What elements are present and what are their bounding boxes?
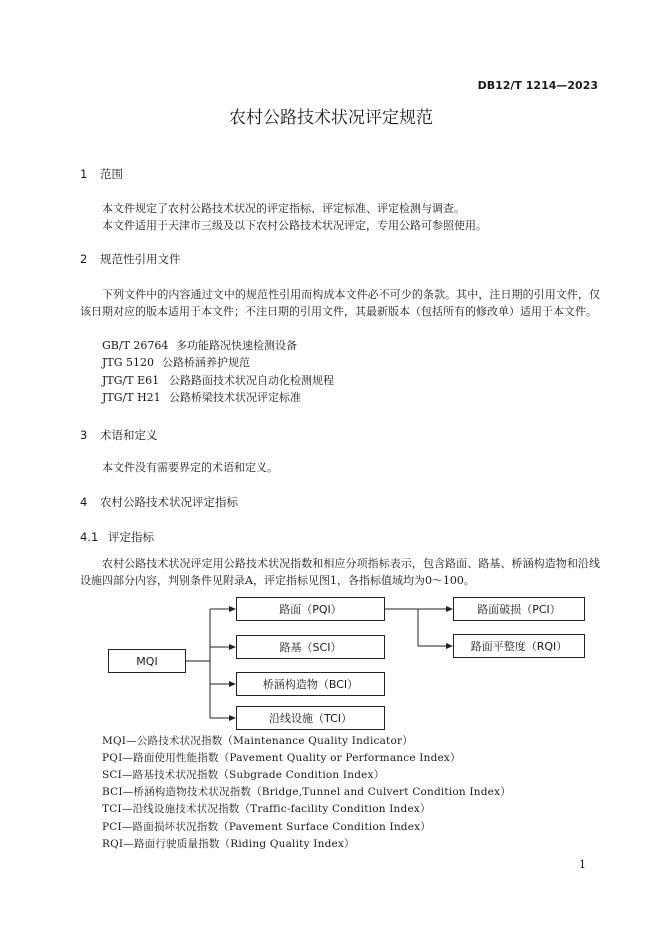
section-3-paragraph: 本文件没有需要界定的术语和定义。 — [102, 461, 278, 474]
definition-item: SCI—路基技术状况指数（Subgrade Condition Index） — [102, 769, 385, 781]
standard-number: DB12/T 1214—2023 — [477, 79, 598, 92]
section-title: 评定指标 — [108, 530, 154, 544]
definition-item: RQI—路面行驶质量指数（Riding Quality Index） — [102, 838, 355, 850]
section-number: 3 — [80, 428, 88, 442]
reference-code: JTG 5120 — [102, 356, 155, 369]
reference-code: JTG/T E61 — [102, 374, 160, 387]
document-title: 农村公路技术状况评定规范 — [229, 108, 433, 128]
arrow-head — [446, 643, 453, 649]
section-1-para-1: 本文件规定了农村公路技术状况的评定指标、评定标准、评定检测与调查。 — [102, 202, 465, 215]
definition-item: MQI—公路技术状况指数（Maintenance Quality Indicator） — [102, 735, 413, 747]
arrow-head — [229, 644, 236, 650]
section-title: 农村公路技术状况评定指标 — [100, 495, 238, 509]
reference-code: JTG/T H21 — [102, 391, 161, 404]
diagram-node-rqi: 路面平整度（RQI） — [453, 634, 585, 658]
arrow-head — [229, 681, 236, 687]
arrow-head — [446, 606, 453, 612]
section-number: 2 — [80, 252, 88, 266]
reference-name: 公路路面技术状况自动化检测规程 — [169, 374, 334, 387]
section-title: 术语和定义 — [100, 428, 158, 442]
arrow-head — [229, 606, 236, 612]
diagram-node-mqi: MQI — [108, 649, 186, 673]
section-1-para-2: 本文件适用于天津市三级及以下农村公路技术状况评定，专用公路可参照使用。 — [102, 219, 487, 232]
reference-name: 公路桥涵养护规范 — [162, 356, 250, 369]
diagram-node-pci: 路面破损（PCI） — [453, 597, 585, 621]
page-number: 1 — [579, 858, 586, 871]
section-2-paragraph: 下列文件中的内容通过文中的规范性引用而构成本文件必不可少的条款。其中，注日期的引用文件，仅该日期对应的版本适用于本文件；不注日期的引用文件，其最新版本（包括所有的修改单）适用于本文件。 — [80, 288, 600, 318]
arrow-head — [229, 715, 236, 721]
section-number: 4 — [80, 495, 88, 509]
diagram-node-pqi: 路面（PQI） — [236, 597, 385, 621]
section-title: 规范性引用文件 — [100, 252, 181, 266]
reference-name: 多功能路况快速检测设备 — [176, 339, 297, 352]
definition-item: TCI—沿线设施技术状况指数（Traffic-facility Condition Index） — [102, 803, 431, 815]
section-4-1-paragraph: 农村公路技术状况评定用公路技术状况指数和相应分项指标表示，包含路面、路基、桥涵构造物和沿线设施四部分内容，判别条件见附录A，评定指标见图1，各指标值域均为0～100。 — [80, 557, 600, 587]
definition-item: BCI—桥涵构造物技术状况指数（Bridge,Tunnel and Culvert Condition Index） — [102, 786, 511, 798]
diagram-node-tci: 沿线设施（TCI） — [236, 706, 385, 730]
diagram-node-sci: 路基（SCI） — [236, 635, 385, 659]
reference-code: GB/T 26764 — [102, 339, 169, 352]
definition-item: PQI—路面使用性能指数（Pavement Quality or Performance Index） — [102, 752, 461, 764]
section-title: 范围 — [100, 167, 123, 181]
reference-name: 公路桥梁技术状况评定标准 — [169, 391, 301, 404]
section-number: 4.1 — [80, 530, 99, 544]
definition-item: PCI—路面损坏状况指数（Pavement Surface Condition Index） — [102, 821, 431, 833]
section-number: 1 — [80, 167, 88, 181]
diagram-node-bci: 桥涵构造物（BCI） — [236, 672, 385, 696]
